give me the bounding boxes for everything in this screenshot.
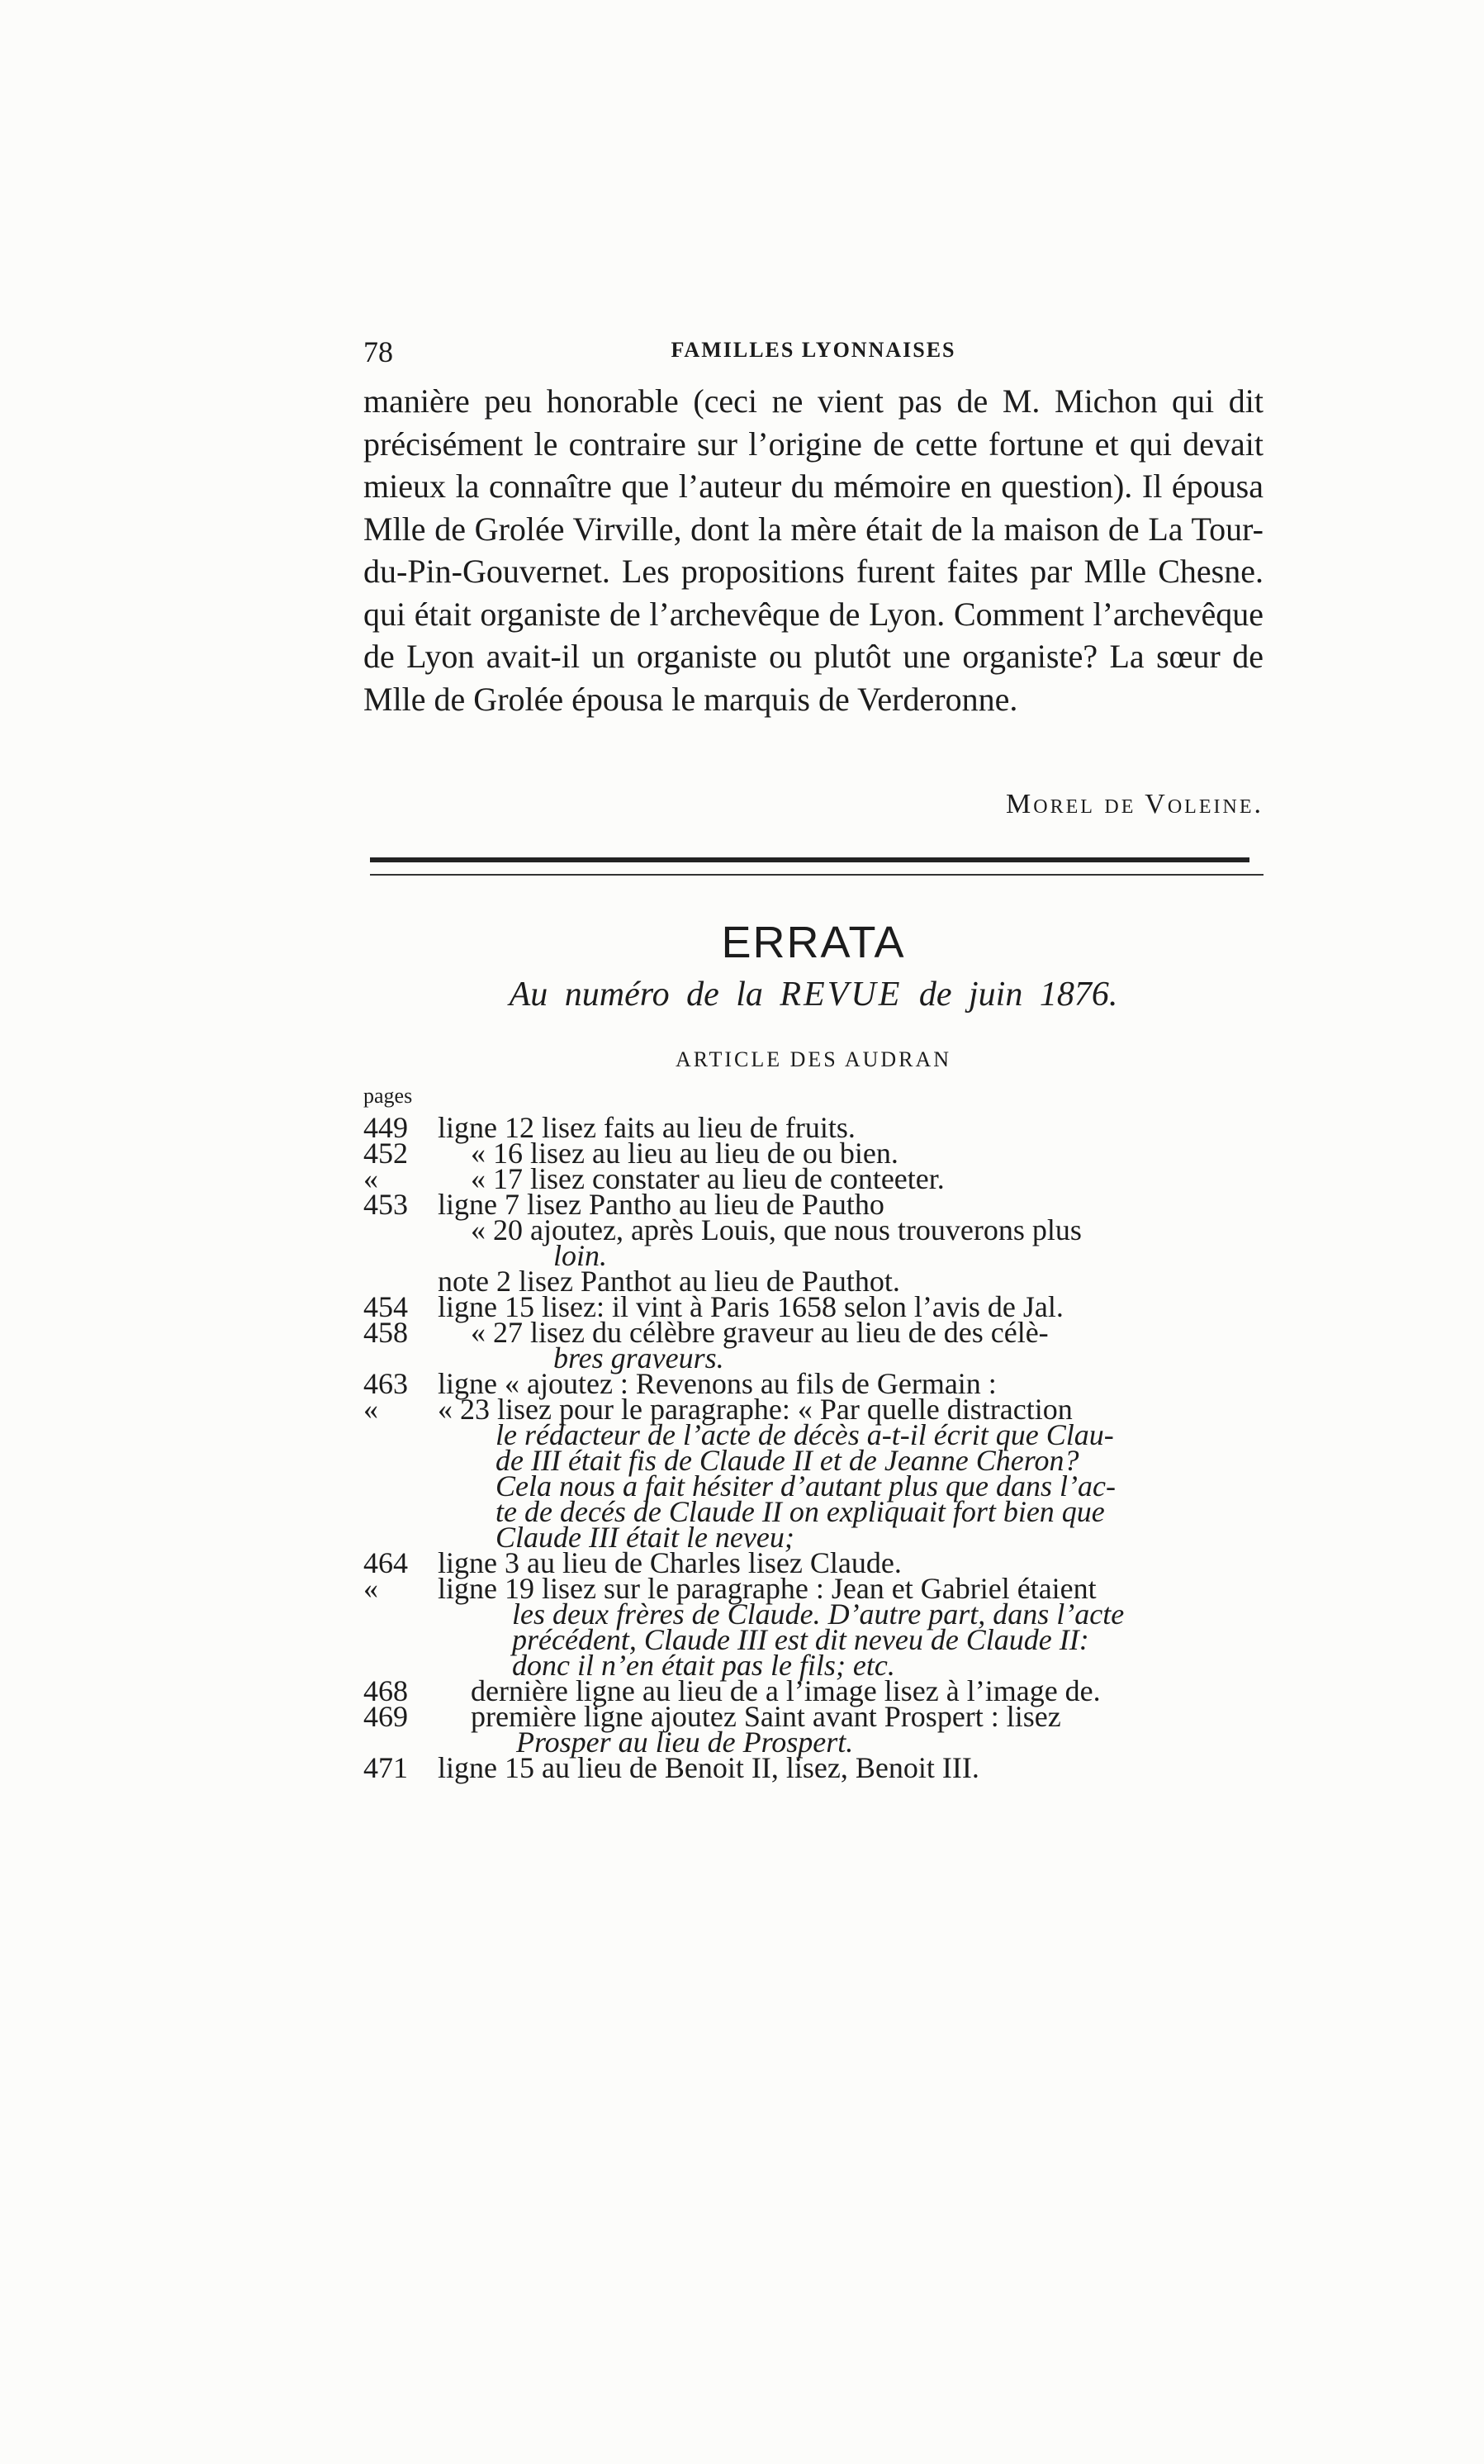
entry-continuation: Cela nous a fait hésiter d’autant plus que dans l’ac- — [495, 1469, 1116, 1503]
paragraph-text: manière peu honorable (ceci ne vient pas de M. Michon qui dit précisément le contraire sur l’origine de cette fortune et qui devait mieux la connaître que l’auteur du mémoire en question). Il épousa Mlle de Grolée Virville, dont la mère était de la maison de La Tour-du-Pin-Gouvernet. Les propositions furent faites par Mlle Chesne. qui était organiste de l’archevêque de Lyon. Comment l’archevêque de Lyon avait-il un organiste ou plutôt une organiste? La sœur de Mlle de Grolée épousa le marquis de Verderonne. — [363, 382, 1264, 718]
entry-page: 458 — [363, 1316, 408, 1349]
entry-text: ligne « ajoutez : Revenons au fils de Germain : — [438, 1367, 997, 1400]
divider-thick — [370, 857, 1249, 862]
entry-page: 471 — [363, 1751, 408, 1784]
entry-page: « — [363, 1572, 378, 1605]
entry-text: ligne 15 au lieu de Benoit II, lisez, Benoit III. — [438, 1751, 979, 1784]
body-paragraph — [363, 380, 1264, 720]
entry-continuation: de III était fis de Claude II et de Jeanne Cheron? — [495, 1444, 1079, 1477]
entry-text: première ligne ajoutez Saint avant Prospert : lisez — [471, 1700, 1061, 1733]
errata-entry — [363, 1213, 1272, 1272]
entry-text: ligne 3 au lieu de Charles lisez Claude. — [438, 1546, 902, 1579]
entry-continuation: bres graveurs. — [553, 1341, 724, 1374]
divider-thin — [370, 874, 1264, 876]
entry-text: note 2 lisez Panthot au lieu de Pauthot. — [438, 1265, 900, 1298]
entry-text: « 16 lisez au lieu au lieu de ou bien. — [471, 1137, 898, 1170]
entry-continuation: donc il n’en était pas le fils; etc. — [512, 1649, 895, 1682]
entry-continuation: loin. — [553, 1239, 608, 1272]
entry-continuation: précédent, Claude III est dit neveu de Claude II: — [512, 1623, 1089, 1656]
author-signature: Morel de Voleine. — [1006, 789, 1264, 819]
entry-text: « 17 lisez constater au lieu de conteeter. — [471, 1162, 945, 1195]
errata-list — [363, 1111, 1272, 1784]
page-header — [363, 335, 1264, 376]
entry-page: 464 — [363, 1546, 408, 1579]
entry-continuation: les deux frères de Claude. D’autre part, dans l’acte — [512, 1598, 1125, 1631]
entry-page: 468 — [363, 1674, 408, 1707]
entry-text: ligne 12 lisez faits au lieu de fruits. — [438, 1111, 856, 1144]
entry-page: 454 — [363, 1290, 408, 1323]
errata-title: ERRATA — [721, 918, 906, 967]
entry-text: ligne 7 lisez Pantho au lieu de Pautho — [438, 1188, 884, 1221]
article-title: ARTICLE DES AUDRAN — [675, 1047, 952, 1071]
entry-continuation: Prosper au lieu de Prospert. — [516, 1726, 854, 1759]
errata-subtitle — [363, 975, 1264, 1014]
entry-continuation: Claude III était le neveu; — [495, 1521, 794, 1554]
subtitle-suffix: de juin 1876. — [918, 976, 1118, 1014]
entry-text: ligne 15 lisez: il vint à Paris 1658 selon l’avis de Jal. — [438, 1290, 1064, 1323]
entry-page: 463 — [363, 1367, 408, 1400]
entry-page: 469 — [363, 1700, 408, 1733]
subtitle-revue: REVUE — [780, 976, 903, 1014]
errata-entry — [363, 1316, 1272, 1374]
entry-page: 449 — [363, 1111, 408, 1144]
subtitle-prefix: Au numéro de la — [509, 976, 763, 1014]
pages-label: pages — [363, 1084, 413, 1108]
entry-page: 453 — [363, 1188, 408, 1221]
errata-entry — [363, 1393, 1272, 1554]
entry-text: dernière ligne au lieu de a l’image lisez à l’image de. — [471, 1674, 1101, 1707]
running-title: FAMILLES LYONNAISES — [671, 338, 956, 362]
entry-continuation: le rédacteur de l’acte de décès a-t-il écrit que Clau- — [495, 1418, 1114, 1451]
entry-page: « — [363, 1162, 378, 1195]
entry-page: 452 — [363, 1137, 408, 1170]
entry-continuation: te de decés de Claude II on expliquait fort bien que — [495, 1495, 1105, 1528]
entry-text: « 20 ajoutez, après Louis, que nous trouverons plus — [471, 1213, 1082, 1246]
entry-text: « 27 lisez du célèbre graveur au lieu de des célè- — [471, 1316, 1049, 1349]
entry-text: « 23 lisez pour le paragraphe: « Par quelle distraction — [438, 1393, 1073, 1426]
errata-entry — [363, 1572, 1272, 1682]
entry-page: « — [363, 1393, 378, 1426]
errata-entry — [363, 1751, 1272, 1784]
errata-entry — [363, 1700, 1272, 1759]
page-number: 78 — [363, 335, 393, 368]
entry-text: ligne 19 lisez sur le paragraphe : Jean et Gabriel étaient — [438, 1572, 1097, 1605]
